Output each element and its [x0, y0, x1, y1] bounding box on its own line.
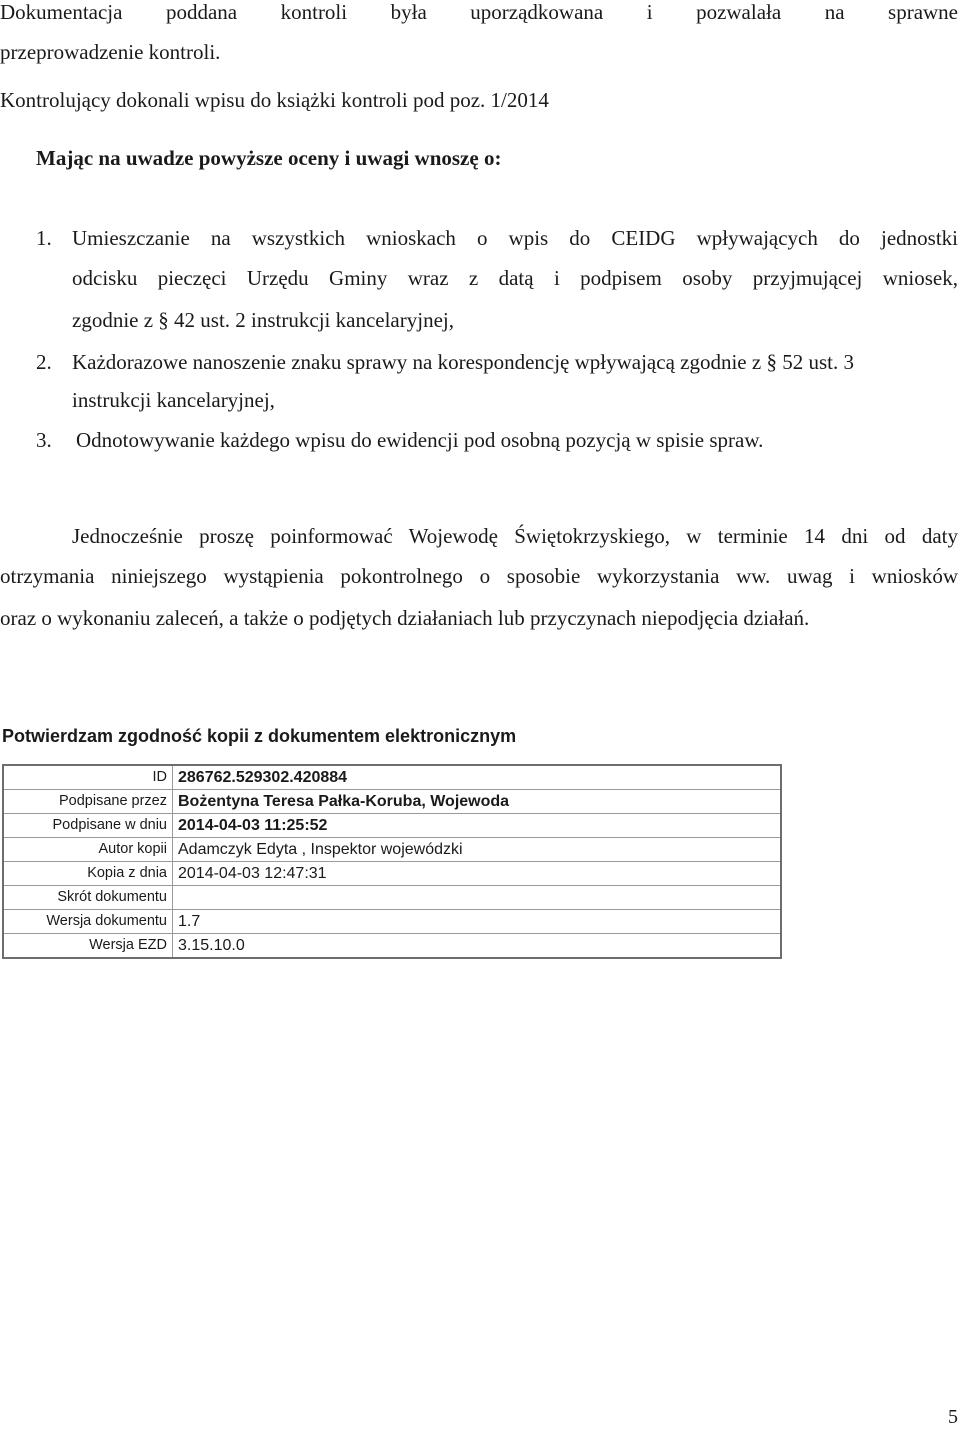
list-item-text-line: instrukcji kancelaryjnej, — [72, 388, 275, 412]
table-row — [3, 838, 781, 862]
meta-value: 3.15.10.0 — [173, 934, 782, 959]
list-item — [0, 350, 958, 390]
page-number: 5 — [948, 1406, 958, 1428]
list-item-text: Odnotowywanie każdego wpisu do ewidencji pod osobną pozycją w spisie spraw. — [76, 428, 764, 452]
list-item-number: 1. — [36, 226, 52, 250]
intro-line-1: Dokumentacja poddana kontroli była uporządkowana i pozwalała na sprawne — [0, 0, 958, 24]
list-item-text: Umieszczanie na wszystkich wnioskach o wpis do CEIDG wpływających do jednostki — [72, 226, 958, 250]
meta-value: 2014-04-03 11:25:52 — [173, 814, 782, 838]
list-item-text-line: odcisku pieczęci Urzędu Gminy wraz z datą i podpisem osoby przyjmującej wniosek, — [72, 266, 958, 290]
table-row — [3, 862, 781, 886]
list-item-number: 3. — [36, 428, 52, 452]
table-row — [3, 934, 781, 959]
table-row — [3, 765, 781, 790]
meta-label: Wersja EZD — [3, 934, 173, 959]
confirmation-title: Potwierdzam zgodność kopii z dokumentem elektronicznym — [2, 726, 517, 746]
table-row — [3, 886, 781, 910]
meta-label: Podpisane przez — [3, 790, 173, 814]
meta-value: Bożentyna Teresa Pałka-Koruba, Wojewoda — [173, 790, 782, 814]
meta-label: Autor kopii — [3, 838, 173, 862]
meta-value: 2014-04-03 12:47:31 — [173, 862, 782, 886]
list-item — [0, 226, 958, 266]
meta-label: ID — [3, 765, 173, 790]
meta-label: Wersja dokumentu — [3, 910, 173, 934]
closing-line-1: Jednocześnie proszę poinformować Wojewodę Świętokrzyskiego, w terminie 14 dni od daty — [72, 524, 958, 548]
intro-line-2: przeprowadzenie kontroli. — [0, 40, 221, 64]
closing-line-2: otrzymania niniejszego wystąpienia pokontrolnego o sposobie wykorzystania ww. uwag i wniosków — [0, 564, 958, 588]
meta-label: Kopia z dnia — [3, 862, 173, 886]
list-item-text: Każdorazowe nanoszenie znaku sprawy na korespondencję wpływającą zgodnie z § 52 ust. 3 — [72, 350, 854, 374]
meta-value: 1.7 — [173, 910, 782, 934]
meta-value — [173, 886, 782, 910]
intro-line-3: Kontrolujący dokonali wpisu do książki kontroli pod poz. 1/2014 — [0, 88, 549, 112]
closing-line-3: oraz o wykonaniu zaleceń, a także o podjętych działaniach lub przyczynach niepodjęcia działań. — [0, 606, 810, 630]
meta-label: Skrót dokumentu — [3, 886, 173, 910]
list-item-text-line: zgodnie z § 42 ust. 2 instrukcji kancelaryjnej, — [72, 308, 454, 332]
table-row — [3, 910, 781, 934]
confirmation-table — [2, 764, 782, 959]
meta-value: 286762.529302.420884 — [173, 765, 782, 790]
table-row — [3, 814, 781, 838]
list-item — [0, 428, 958, 468]
meta-value: Adamczyk Edyta , Inspektor wojewódzki — [173, 838, 782, 862]
table-row — [3, 790, 781, 814]
section-heading: Mając na uwadze powyższe oceny i uwagi wnoszę o: — [36, 146, 502, 170]
meta-label: Podpisane w dniu — [3, 814, 173, 838]
list-item-number: 2. — [36, 350, 52, 374]
